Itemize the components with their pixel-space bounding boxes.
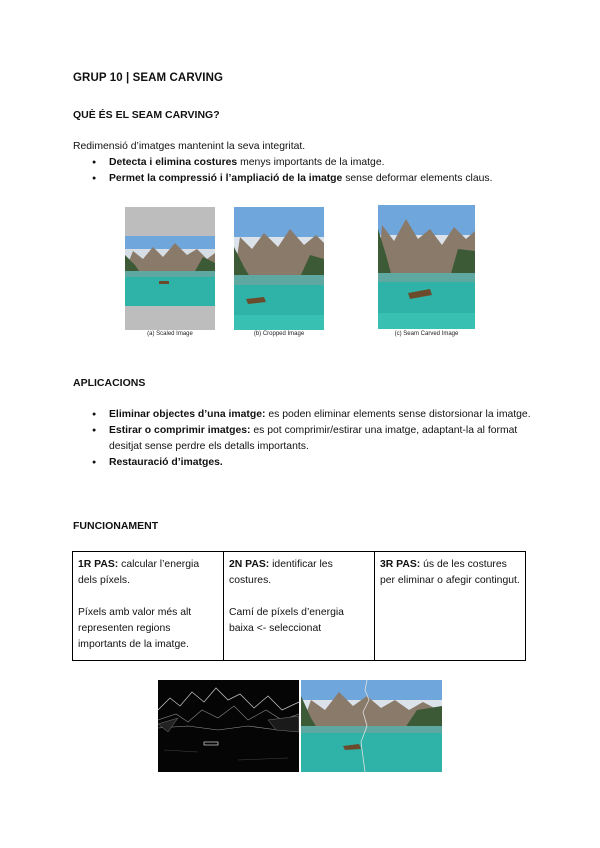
caption-cropped: (b) Cropped Image [253, 331, 305, 337]
heading-functioning: FUNCIONAMENT [73, 520, 159, 532]
caption-scaled: (a) Scaled Image [147, 331, 193, 337]
list-item: ● Estirar o comprimir imatges: es pot comprimir/estirar una imatge, adaptant-la al format desitjat sense perdre els detalls importants. [92, 423, 532, 455]
list-item: ● Eliminar objectes d’una imatge: es poden eliminar elements sense distorsionar la imatge. [92, 407, 532, 423]
energy-map-image [158, 680, 299, 772]
cropped-image [234, 207, 324, 330]
step-cell-2: 2N PAS: identificar les costures. Camí de píxels d’energia baixa <- seleccionat [224, 552, 375, 661]
seam-carved-image [378, 205, 475, 329]
scaled-image [125, 207, 215, 330]
steps-table [72, 551, 526, 661]
list-item: ● Restauració d’imatges. [92, 455, 532, 471]
step-cell-3: 3R PAS: ús de les costures per eliminar o afegir contingut. [375, 552, 526, 661]
step-cell-1: 1R PAS: calcular l’energia dels píxels. Píxels amb valor més alt representen regions importants de la imatge. [73, 552, 224, 661]
heading-what-is: QUÈ ÉS EL SEAM CARVING? [73, 109, 220, 121]
intro-text: Redimensió d’imatges mantenint la seva integritat. [73, 141, 306, 152]
heading-applications: APLICACIONS [73, 377, 146, 389]
what-bullets [92, 155, 532, 187]
seam-lake-image [301, 680, 442, 772]
list-item: ● Detecta i elimina costures menys importants de la imatge. [92, 155, 532, 171]
caption-seam-carved: (c) Seam Carved Image [394, 331, 459, 337]
list-item: ● Permet la compressió i l’ampliació de la imatge sense deformar elements claus. [92, 171, 532, 187]
applications-bullets [92, 407, 532, 471]
page-title: GRUP 10 | SEAM CARVING [73, 72, 224, 84]
